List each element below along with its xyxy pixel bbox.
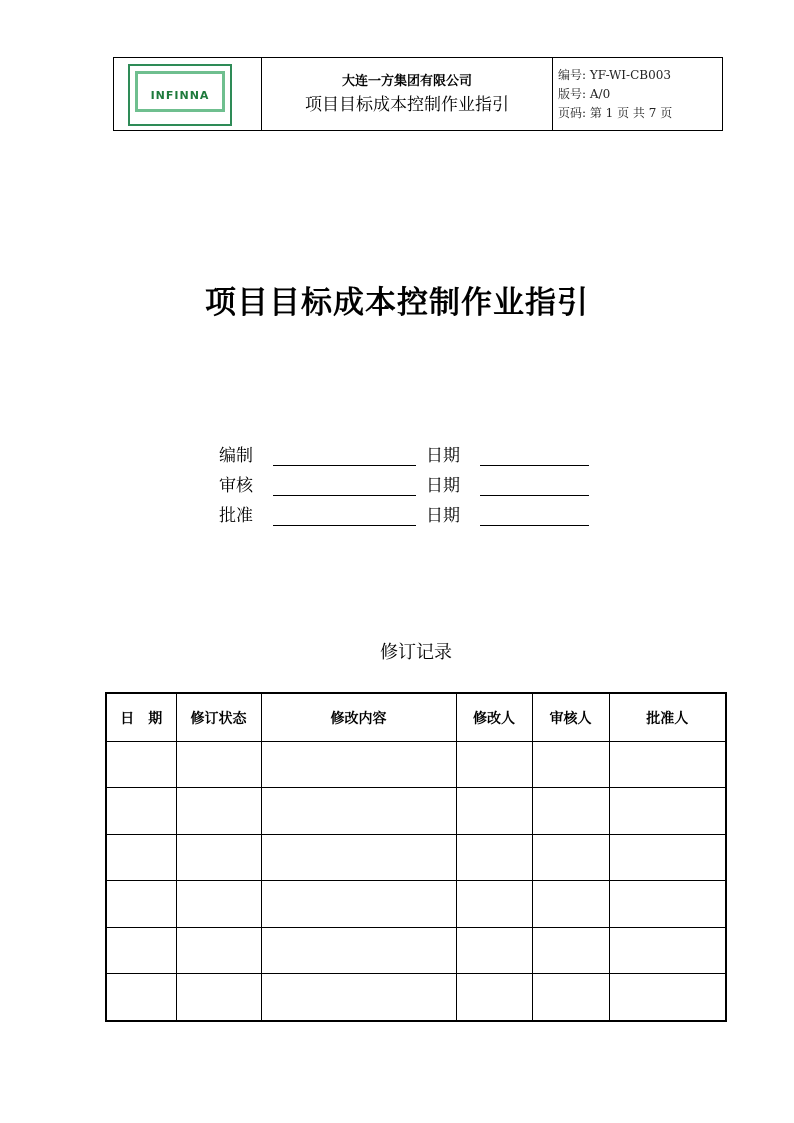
header-doc-title: 项目目标成本控制作业指引 (305, 94, 509, 115)
table-cell (106, 881, 176, 927)
column-header-approver: 批准人 (609, 693, 726, 742)
revision-header-row (106, 693, 726, 742)
table-cell (532, 974, 609, 1021)
table-cell (176, 927, 261, 973)
table-cell (261, 788, 456, 834)
signoff-row-prepare (219, 438, 599, 468)
document-header (113, 57, 723, 131)
revision-heading: 修订记录 (380, 642, 452, 663)
doc-code: 编号: YF-WI-CB003 (558, 67, 671, 82)
table-cell (532, 927, 609, 973)
table-cell (176, 742, 261, 788)
table-cell (609, 927, 726, 973)
prepare-date-label: 日期 (426, 446, 460, 466)
table-cell (106, 834, 176, 880)
meta-cell (553, 58, 723, 131)
revision-table (105, 692, 727, 1022)
company-name: 大连一方集团有限公司 (341, 73, 472, 89)
prepare-signature-line (273, 465, 416, 466)
table-row (106, 927, 726, 973)
table-cell (106, 788, 176, 834)
logo-cell (114, 58, 262, 131)
table-cell (532, 881, 609, 927)
column-header-modifier: 修改人 (456, 693, 532, 742)
table-row (106, 974, 726, 1021)
signoff-row-review (219, 468, 599, 498)
table-cell (532, 834, 609, 880)
table-cell (106, 974, 176, 1021)
table-cell (106, 742, 176, 788)
approve-label: 批准 (219, 506, 253, 526)
table-cell (261, 742, 456, 788)
table-cell (176, 834, 261, 880)
table-cell (261, 974, 456, 1021)
table-cell (609, 834, 726, 880)
approve-date-label: 日期 (426, 506, 460, 526)
table-cell (609, 742, 726, 788)
prepare-date-line (480, 465, 589, 466)
table-cell (456, 974, 532, 1021)
doc-page-number: 页码: 第 1 页 共 7 页 (558, 105, 673, 120)
table-cell (456, 742, 532, 788)
table-cell (532, 742, 609, 788)
table-cell (456, 834, 532, 880)
review-signature-line (273, 495, 416, 496)
column-header-reviewer: 审核人 (532, 693, 609, 742)
approve-date-line (480, 525, 589, 526)
table-cell (176, 881, 261, 927)
column-header-status: 修订状态 (176, 693, 261, 742)
table-cell (532, 788, 609, 834)
table-cell (609, 788, 726, 834)
logo-text: INFINNA (150, 89, 210, 102)
column-header-content: 修改内容 (261, 693, 456, 742)
table-cell (456, 927, 532, 973)
table-cell (176, 974, 261, 1021)
table-cell (261, 834, 456, 880)
company-cell (262, 58, 553, 131)
approve-signature-line (273, 525, 416, 526)
column-header-date: 日 期 (106, 693, 176, 742)
company-logo (128, 64, 232, 126)
table-row (106, 788, 726, 834)
table-row (106, 742, 726, 788)
table-row (106, 834, 726, 880)
review-label: 审核 (219, 476, 253, 496)
table-cell (456, 788, 532, 834)
table-cell (261, 927, 456, 973)
table-cell (106, 927, 176, 973)
table-cell (456, 881, 532, 927)
table-row (106, 881, 726, 927)
review-date-line (480, 495, 589, 496)
signoff-row-approve (219, 498, 599, 528)
page-title: 项目目标成本控制作业指引 (205, 285, 589, 321)
table-cell (609, 881, 726, 927)
table-cell (261, 881, 456, 927)
signoff-block (219, 438, 599, 528)
prepare-label: 编制 (219, 446, 253, 466)
table-cell (176, 788, 261, 834)
review-date-label: 日期 (426, 476, 460, 496)
doc-version: 版号: A/0 (558, 86, 611, 101)
table-cell (609, 974, 726, 1021)
